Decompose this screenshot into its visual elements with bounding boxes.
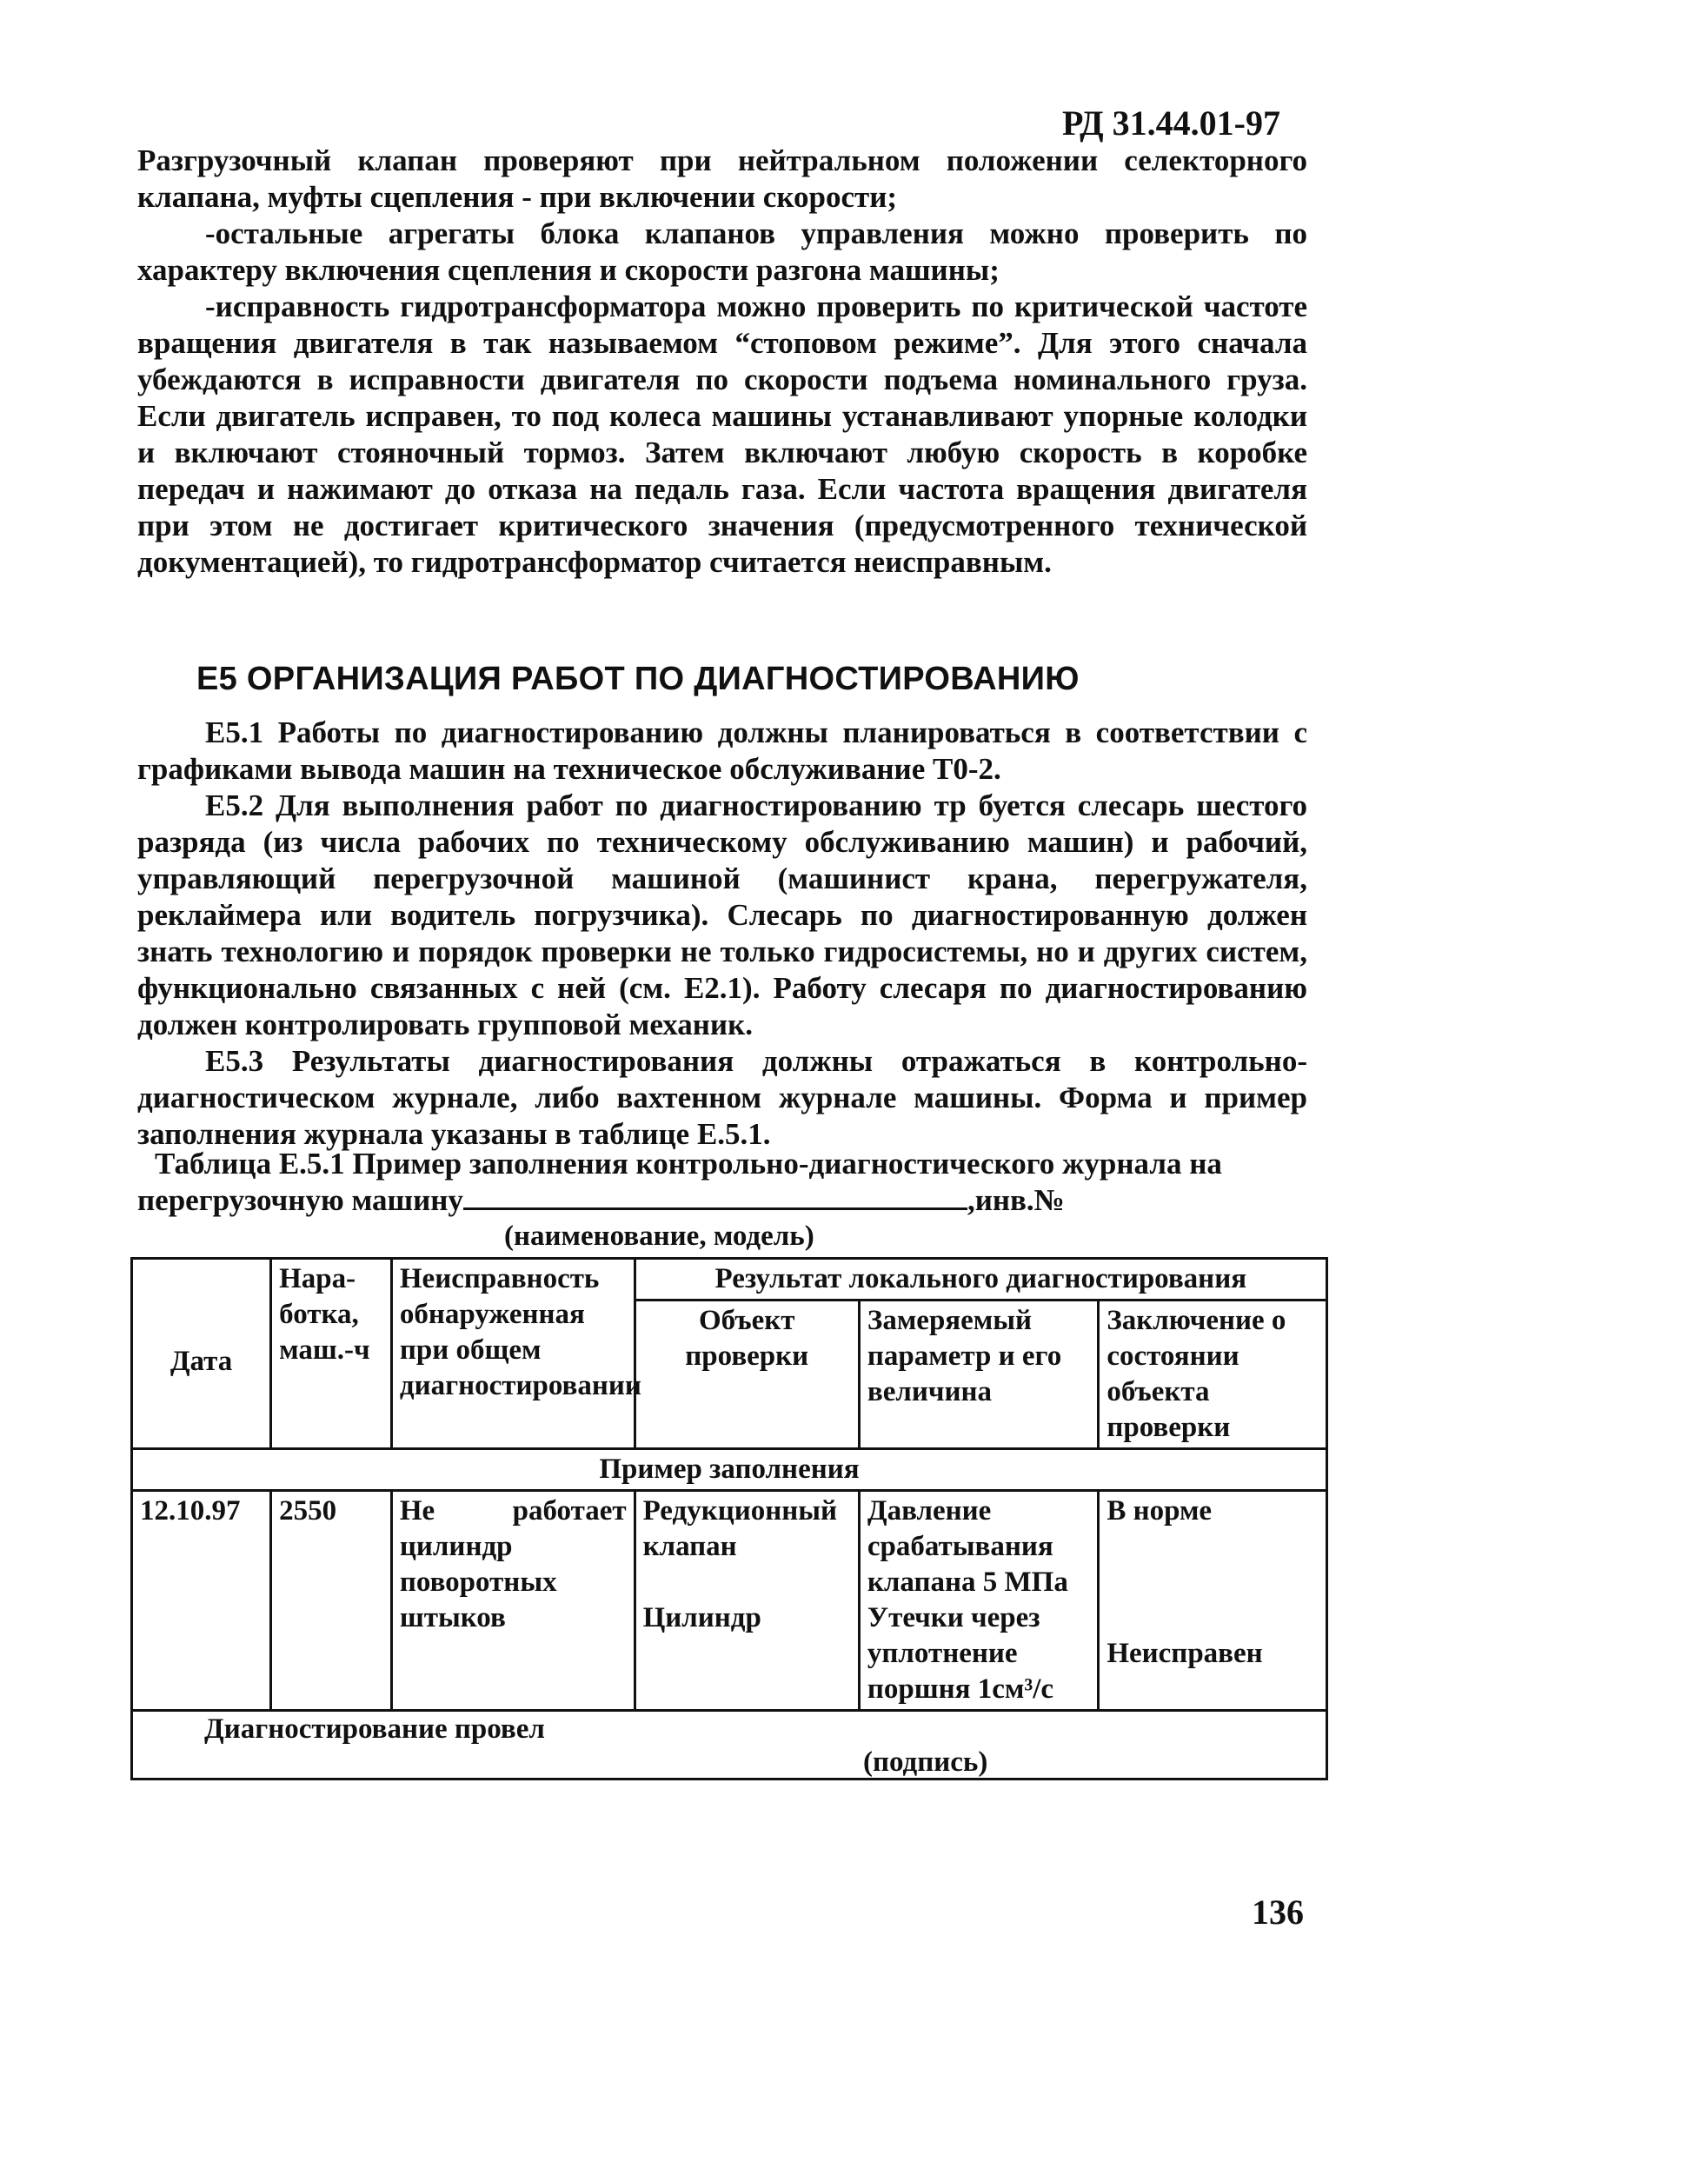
intro-text [137,143,1307,581]
header-object: Объект проверки [635,1301,859,1449]
cell-param [859,1491,1098,1711]
header-date: Дата [132,1259,271,1449]
header-local-result: Результат локального диагностирования [635,1259,1326,1301]
table-header-row [132,1259,1327,1301]
conclusion-1: В норме [1107,1495,1213,1527]
signature-cell [132,1711,1327,1780]
param-2: Утечки через уплотнение поршня 1см³/с [867,1602,1054,1705]
example-label: Пример заполнения [132,1449,1327,1491]
example-label-row [132,1449,1327,1491]
document-number: РД 31.44.01-97 [1062,103,1280,143]
header-param: Замеряемый параметр и его величина [859,1301,1098,1449]
cell-object [635,1491,859,1711]
section-text [137,715,1307,1153]
paragraph: -остальные агрегаты блока клапанов управления можно проверить по характеру включения сцепления и скорости разгона машины; [137,216,1307,287]
header-conclusion: Заключение о состоянии объекта проверки [1099,1301,1327,1449]
journal-table [130,1257,1328,1780]
name-hint: (наименование, модель) [504,1221,814,1252]
section-title: Е5 ОРГАНИЗАЦИЯ РАБОТ ПО ДИАГНОСТИРОВАНИЮ [196,661,1080,697]
object-2: Цилиндр [642,1602,761,1633]
table-caption-title: Таблица Е.5.1 Пример заполнения контрольно-диагностического журнала на [155,1147,1222,1181]
table-row [132,1491,1327,1711]
param-1: Давление срабатывания клапана 5 МПа [867,1495,1068,1598]
signature-label: Диагностирование провел [204,1713,545,1745]
table-caption-inventory: ,инв.№ [967,1183,1065,1217]
paragraph: Е5.3 Результаты диагностирования должны отражаться в контрольно-диагностическом журнале, либо вахтенном журнале машины. Форма и пример заполнения журнала указаны в таблице Е.5.1. [137,1044,1307,1151]
blank-field [463,1183,967,1210]
cell-fault: Не работает цилиндр поворотных штыков [391,1491,635,1711]
conclusion-2: Неисправен [1107,1638,1263,1669]
signature-hint: (подпись) [863,1746,988,1778]
paragraph: Разгрузочный клапан проверяют при нейтральном положении селекторного клапана, муфты сцепления - при включении скорости; [137,143,1307,214]
paragraph: -исправность гидротрансформатора можно проверить по критической частоте вращения двигателя в так называемом “стоповом режиме”. Для этого сначала убеждаются в исправности двигателя по скорости подъема номинального груза. Если двигатель исправен, то под колеса машины устанавливают упорные колодки и включают стояночный тормоз. Затем включают любую скорость в коробке передач и нажимают до отказа на педаль газа. Если частота вращения двигателя при этом не достигает критического значения (предусмотренного технической документацией), то гидротрансформатор считается неисправным. [137,289,1307,579]
paragraph: Е5.2 Для выполнения работ по диагностированию тр буется слесарь шестого разряда (из числа рабочих по техническому обслуживанию машин) и рабочий, управляющий перегрузочной машиной (машинист крана, перегружателя, реклаймера или водитель погрузчика). Слесарь по диагностированную должен знать технологию и порядок проверки не только гидросистемы, но и других систем, функционально связанных с ней (см. Е2.1). Работу слесаря по диагностированию должен контролировать групповой механик. [137,788,1307,1041]
header-hours: Нара-ботка, маш.-ч [271,1259,392,1449]
page-number: 136 [1252,1893,1304,1932]
table-caption [137,1146,1307,1219]
object-1: Редукционный клапан [642,1495,838,1562]
table-caption-machine: перегрузочную машину [137,1183,463,1217]
header-fault: Неисправность обнаруженная при общем диагностировании [391,1259,635,1449]
paragraph: Е5.1 Работы по диагностированию должны планироваться в соответствии с графиками вывода машин на техническое обслуживание Т0-2. [137,715,1307,786]
cell-date: 12.10.97 [132,1491,271,1711]
cell-hours: 2550 [271,1491,392,1711]
signature-row [132,1711,1327,1780]
cell-conclusion [1099,1491,1327,1711]
